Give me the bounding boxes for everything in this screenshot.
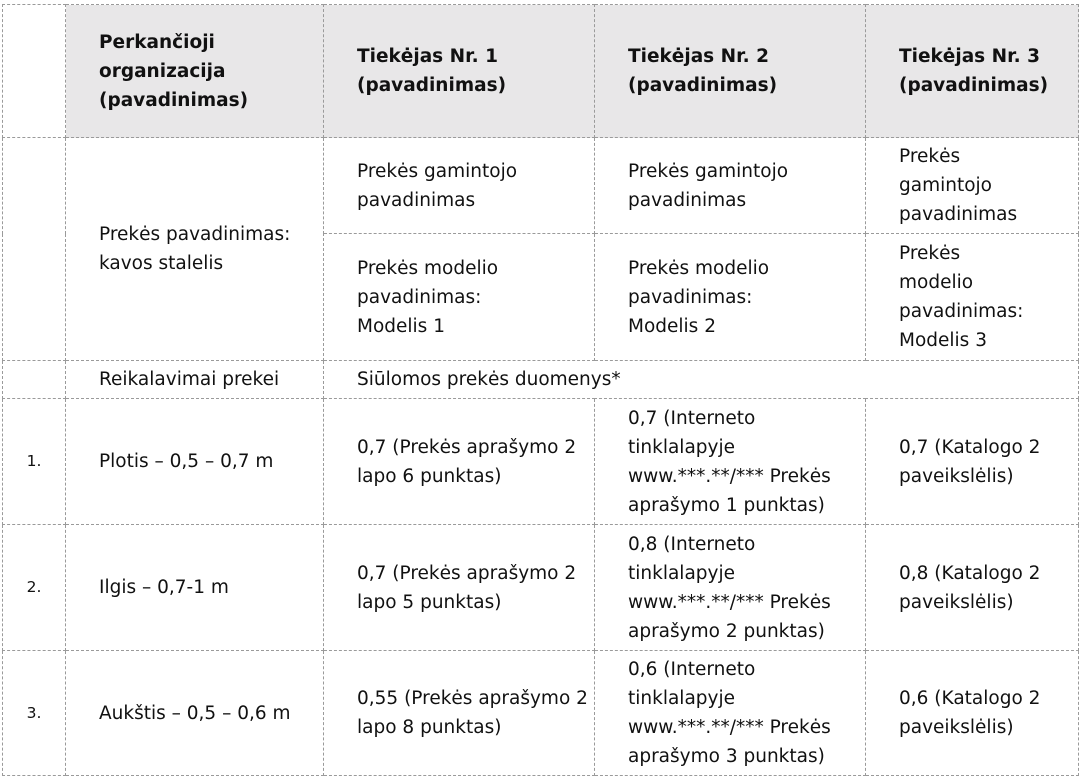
- value-line: www.***.**/*** Prekės: [628, 591, 831, 613]
- product-name-cell: [66, 138, 324, 361]
- header-number-cell: [3, 5, 66, 138]
- value-line: aprašymo 3 punktas): [628, 746, 825, 767]
- model-line: modelio: [899, 272, 974, 293]
- supplier-2-value: [595, 525, 866, 651]
- header-supplier-1: [324, 5, 595, 138]
- value-line: www.***.**/*** Prekės: [628, 465, 831, 487]
- value-line: aprašymo 2 punktas): [628, 620, 825, 642]
- model-line: Prekės modelio: [357, 257, 499, 279]
- value-line: tinklalapyje: [628, 562, 735, 584]
- manufacturer-line: pavadinimas: [357, 189, 476, 211]
- header-buyer-line: organizacija: [99, 60, 226, 82]
- product-name-line: kavos stalelis: [99, 253, 224, 274]
- value-line: aprašymo 1 punktas): [628, 494, 825, 516]
- value-line: 0,7 (Katalogo 2: [899, 436, 1041, 458]
- supplier-comparison-table: [2, 4, 1079, 776]
- header-supplier-2-line: Tiekėjas Nr. 2: [628, 46, 769, 67]
- value-line: 0,7 (Interneto: [628, 407, 756, 429]
- supplier-1-value: [324, 651, 595, 776]
- value-line: 0,7 (Prekės aprašymo 2: [357, 436, 577, 458]
- table-row: [3, 651, 1079, 776]
- model-line: pavadinimas:: [628, 286, 753, 308]
- value-line: 0,8 (Interneto: [628, 533, 756, 555]
- table-row: [3, 525, 1079, 651]
- value-line: paveikslėlis): [899, 465, 1014, 487]
- header-buyer-line: Perkančioji: [99, 31, 215, 53]
- value-line: 0,55 (Prekės aprašymo 2: [357, 688, 588, 709]
- value-line: paveikslėlis): [899, 717, 1014, 738]
- header-supplier-3-line: (pavadinimas): [899, 75, 1049, 96]
- section-number-cell: [3, 361, 66, 399]
- supplier-3-value: [866, 399, 1079, 525]
- header-row: [3, 5, 1079, 138]
- header-supplier-3-line: Tiekėjas Nr. 3: [899, 46, 1040, 67]
- manufacturer-supplier-2: [595, 138, 866, 234]
- manufacturer-line: pavadinimas: [899, 204, 1018, 225]
- model-line: Modelis 2: [628, 315, 716, 337]
- value-line: tinklalapyje: [628, 688, 735, 709]
- value-line: 0,6 (Interneto: [628, 659, 756, 680]
- manufacturer-line: pavadinimas: [628, 189, 747, 211]
- header-supplier-3: [866, 5, 1079, 138]
- model-line: Modelis 3: [899, 330, 987, 351]
- requirement-cell: Plotis – 0,5 – 0,7 m: [66, 399, 324, 525]
- value-line: lapo 8 punktas): [357, 717, 502, 738]
- model-supplier-2: [595, 234, 866, 361]
- manufacturer-line: Prekės gamintojo: [628, 160, 789, 182]
- value-line: paveikslėlis): [899, 591, 1014, 613]
- value-line: 0,6 (Katalogo 2: [899, 688, 1041, 709]
- manufacturer-supplier-1: [324, 138, 595, 234]
- supplier-1-value: [324, 399, 595, 525]
- product-number-cell: [3, 138, 66, 361]
- value-line: 0,7 (Prekės aprašymo 2: [357, 562, 577, 584]
- model-supplier-1: [324, 234, 595, 361]
- model-line: Prekės modelio: [628, 257, 770, 279]
- value-line: 0,8 (Katalogo 2: [899, 562, 1041, 584]
- value-line: lapo 6 punktas): [357, 465, 502, 487]
- row-number: 2.: [3, 525, 66, 651]
- manufacturer-line: Prekės: [899, 146, 961, 167]
- model-line: pavadinimas:: [357, 286, 482, 308]
- model-line: Prekės: [899, 243, 961, 264]
- table-row: [3, 399, 1079, 525]
- model-supplier-3: [866, 234, 1079, 361]
- requirement-cell: Ilgis – 0,7-1 m: [66, 525, 324, 651]
- header-supplier-1-line: (pavadinimas): [357, 75, 507, 96]
- supplier-1-value: [324, 525, 595, 651]
- value-line: lapo 5 punktas): [357, 591, 502, 613]
- header-supplier-2: [595, 5, 866, 138]
- value-line: tinklalapyje: [628, 436, 735, 458]
- supplier-3-value: [866, 525, 1079, 651]
- header-supplier-2-line: (pavadinimas): [628, 75, 778, 96]
- document-page: [2, 4, 1079, 776]
- requirements-label: Reikalavimai prekei: [66, 361, 324, 399]
- manufacturer-line: gamintojo: [899, 175, 992, 196]
- value-line: www.***.**/*** Prekės: [628, 717, 831, 738]
- offered-data-label: Siūlomos prekės duomenys*: [324, 361, 1079, 399]
- header-buyer-line: (pavadinimas): [99, 89, 249, 111]
- supplier-2-value: [595, 399, 866, 525]
- product-name-line: Prekės pavadinimas:: [99, 224, 291, 245]
- row-number: 3.: [3, 651, 66, 776]
- model-line: Modelis 1: [357, 315, 445, 337]
- manufacturer-supplier-3: [866, 138, 1079, 234]
- row-number: 1.: [3, 399, 66, 525]
- header-buyer: [66, 5, 324, 138]
- section-label-row: [3, 361, 1079, 399]
- manufacturer-row: [3, 138, 1079, 234]
- header-supplier-1-line: Tiekėjas Nr. 1: [357, 46, 498, 67]
- model-line: pavadinimas:: [899, 301, 1024, 322]
- manufacturer-line: Prekės gamintojo: [357, 160, 518, 182]
- supplier-2-value: [595, 651, 866, 776]
- requirement-cell: Aukštis – 0,5 – 0,6 m: [66, 651, 324, 776]
- supplier-3-value: [866, 651, 1079, 776]
